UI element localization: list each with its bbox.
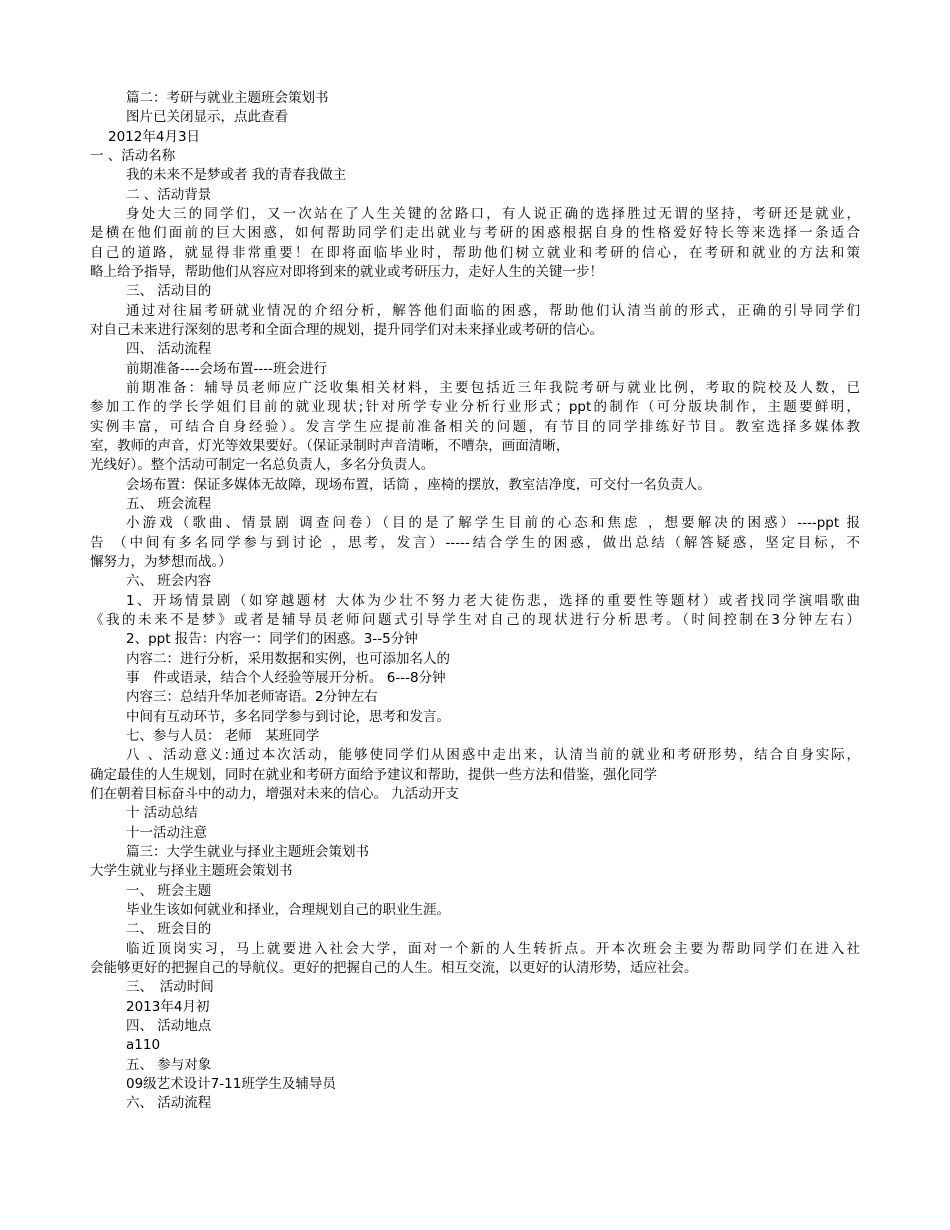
text-line: 二、 班会目的: [126, 921, 212, 938]
text-line: 对自己未来进行深刻的思考和全面合理的规划，提升同学们对未来择业或考研的信心。: [90, 321, 603, 338]
text-line: 室，教师的声音，灯光等效果要好。（保证录制时声音清晰，不嘈杂，画面清晰，: [90, 437, 570, 454]
text-line: 五、 班会流程: [126, 495, 212, 512]
text-line: 2、ppt 报告：内容一：同学们的困惑。3--5分钟: [126, 631, 418, 648]
text-line: 确定最佳的人生规划，同时在就业和考研方面给予建议和帮助，提供一些方法和借鉴，强化同学: [90, 766, 657, 783]
text-line: 自己的道路，就显得非常重要！在即将面临毕业时，帮助他们树立就业和考研的信心，在考研和就业的方法和策: [90, 244, 860, 261]
text-line: 事 件或语录，结合个人经验等展开分析。 6---8分钟: [126, 669, 446, 686]
text-line: 三、 活动目的: [126, 283, 212, 300]
text-line: 大学生就业与择业主题班会策划书: [90, 863, 293, 880]
text-line: 十 活动总结: [126, 805, 198, 822]
text-line: 通过对往届考研就业情况的介绍分析，解答他们面临的困惑，帮助他们认清当前的形式，正确的引导同学们: [126, 302, 860, 319]
text-line: 实例丰富，可结合自身经验）。发言学生应提前准备相关的问题，有节目的同学排练好节目。教室选择多媒体教: [90, 418, 860, 435]
text-line: 略上给予指导，帮助他们从容应对即将到来的就业或考研压力，走好人生的关键一步！: [90, 263, 603, 280]
text-line: 2013年4月初: [126, 998, 210, 1015]
text-line: 是横在他们面前的巨大困惑，如何帮助同学们走出就业与考研的困惑根据自身的性格爱好特长等来选择一条适合: [90, 225, 860, 242]
text-line: 会能够更好的把握自己的导航仪。更好的把握自己的人生。相互交流，以更好的认清形势，适应社会。: [90, 959, 698, 976]
text-line: 1、开场情景剧（如穿越题材 大体为少壮不努力老大徒伤悲，选择的重要性等题材）或者找同学演唱歌曲: [126, 592, 860, 609]
text-line: 一、 班会主题: [126, 882, 212, 899]
text-line: 光线好）。整个活动可制定一名总负责人，多名分负责人。: [90, 457, 435, 474]
text-line: 八 、活动意义:通过本次活动，能够使同学们从困惑中走出来，认清当前的就业和考研形势，结合自身实际，: [126, 747, 860, 764]
text-line: 身处大三的同学们，又一次站在了人生关键的岔路口，有人说正确的选择胜过无谓的坚持，考研还是就业，: [126, 205, 860, 222]
text-line: 篇二：考研与就业主题班会策划书: [126, 90, 329, 106]
text-line: 小游戏（歌曲、情景剧 调查问卷）（目的是了解学生目前的心态和焦虑 ，想要解决的困惑）----ppt 报: [126, 515, 860, 532]
text-line: 六、 班会内容: [126, 573, 212, 590]
text-line: 五、 参与对象: [126, 1056, 212, 1073]
text-line: 前期准备----会场布置----班会进行: [126, 360, 327, 377]
text-line: 们在朝着目标奋斗中的动力，增强对未来的信心。 九活动开支: [90, 785, 459, 802]
text-line: 参加工作的学长学姐们目前的就业现状;针对所学专业分析行业形式；ppt的制作（可分版块制作，主题要鲜明，: [90, 399, 860, 416]
text-line: 前期准备：辅导员老师应广泛收集相关材料，主要包括近三年我院考研与就业比例，考取的院校及人数，已: [126, 379, 860, 396]
text-line: 《我的未来不是梦》或者是辅导员老师问题式引导学生对自己的现状进行分析思考。（时间控制在3分钟左右）: [90, 611, 860, 628]
text-line: 四、 活动地点: [126, 1017, 212, 1034]
text-line: 会场布置：保证多媒体无故障，现场布置，话筒 ，座椅的摆放，教室洁净度，可交付一名负责人。: [126, 476, 711, 493]
text-line: 七、参与人员： 老师 某班同学: [126, 727, 320, 744]
text-line: 一 、活动名称: [90, 147, 176, 164]
text-line: 内容三：总结升华加老师寄语。2分钟左右: [126, 689, 378, 706]
text-line: 篇三：大学生就业与择业主题班会策划书: [126, 843, 369, 860]
text-line: 十一活动注意: [126, 824, 207, 841]
text-line: a110: [126, 1037, 161, 1054]
text-line: 四、 活动流程: [126, 341, 212, 358]
text-line: 我的未来不是梦或者 我的青春我做主: [126, 167, 347, 184]
text-line: 图片已关闭显示，点此查看: [126, 109, 288, 126]
text-line: 告 （中间有多名同学参与到讨论 ，思考，发言）-----结合学生的困惑，做出总结（解答疑惑，坚定目标，不: [90, 534, 860, 551]
text-line: 三、 活动时间: [126, 979, 214, 996]
text-line: 六、 活动流程: [126, 1095, 212, 1112]
text-line: 二 、活动背景: [126, 186, 212, 203]
text-line: 09级艺术设计7-11班学生及辅导员: [126, 1075, 336, 1092]
text-line: 懈努力，为梦想而战。）: [90, 553, 232, 570]
text-line: 内容二：进行分析，采用数据和实例，也可添加名人的: [126, 650, 450, 667]
text-line: 临近顶岗实习，马上就要进入社会大学，面对一个新的人生转折点。开本次班会主要为帮助同学们在进入社: [126, 940, 860, 957]
text-line: 2012年4月3日: [108, 128, 201, 145]
text-line: 毕业生该如何就业和择业，合理规划自己的职业生涯。: [126, 901, 450, 918]
text-line: 中间有互动环节，多名同学参与到讨论，思考和发言。: [126, 708, 450, 725]
